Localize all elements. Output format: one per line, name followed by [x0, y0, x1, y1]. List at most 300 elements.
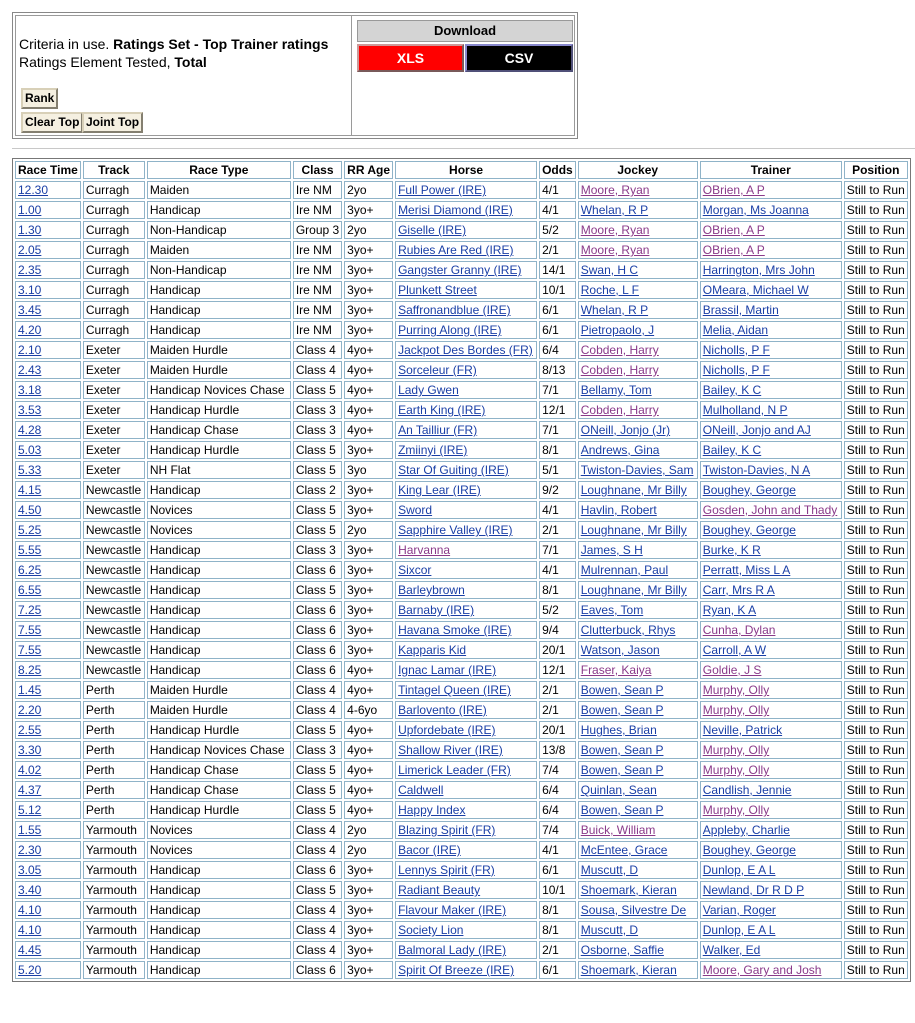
position-cell: Still to Run [846, 263, 905, 277]
horse-cell [395, 621, 537, 639]
race-time-link[interactable]: 4.02 [18, 763, 42, 777]
trainer-link[interactable]: Appleby, Charlie [702, 823, 790, 837]
race-time-link[interactable]: 1.30 [18, 223, 42, 237]
race-type-cell: Handicap [149, 943, 201, 957]
trainer-link[interactable]: Murphy, Olly [702, 743, 770, 757]
race-time-link[interactable]: 3.05 [18, 863, 42, 877]
class-cell [293, 821, 342, 839]
rr-age-cell: 3yo+ [347, 483, 374, 497]
race-time-link[interactable]: 7.25 [18, 603, 42, 617]
table-row [15, 261, 908, 279]
age-cell [344, 901, 393, 919]
horse-cell [395, 241, 537, 259]
trainer-link[interactable]: Nicholls, P F [702, 343, 770, 357]
jockey-link[interactable]: Eaves, Tom [580, 603, 644, 617]
race-time-link[interactable]: 4.10 [18, 923, 42, 937]
trainer-link[interactable]: OBrien, A P [702, 183, 765, 197]
race-time-link[interactable]: 6.55 [18, 583, 42, 597]
race-time-link[interactable]: 2.05 [18, 243, 42, 257]
table-row [15, 301, 908, 319]
track-cell: Curragh [85, 223, 130, 237]
horse-link[interactable]: Lennys Spirit (FR) [398, 863, 495, 877]
race-time-link[interactable]: 4.50 [18, 503, 42, 517]
race-time-link[interactable]: 5.03 [18, 443, 42, 457]
horse-link[interactable]: Radiant Beauty [398, 883, 481, 897]
trainer-link[interactable]: Ryan, K A [702, 603, 757, 617]
trainer-link[interactable]: Morgan, Ms Joanna [702, 203, 809, 217]
age-cell [344, 701, 393, 719]
odds-cell [539, 461, 576, 479]
trainer-link[interactable]: Murphy, Olly [702, 803, 770, 817]
jockey-cell [578, 561, 698, 579]
jockey-link[interactable]: Buick, William [580, 823, 656, 837]
odds-cell [539, 761, 576, 779]
horse-link[interactable]: Sword [398, 503, 433, 517]
trainer-link[interactable]: Perratt, Miss L A [702, 563, 791, 577]
horse-cell [395, 881, 537, 899]
trainer-link[interactable]: Walker, Ed [702, 943, 761, 957]
jockey-link[interactable]: Bowen, Sean P [580, 803, 664, 817]
jockey-link[interactable]: Pietropaolo, J [580, 323, 655, 337]
age-cell [344, 221, 393, 239]
trainer-link[interactable]: OBrien, A P [702, 223, 765, 237]
jockey-link[interactable]: Moore, Ryan [580, 183, 650, 197]
race-time-link[interactable]: 1.00 [18, 203, 42, 217]
jockey-cell [578, 501, 698, 519]
horse-cell [395, 541, 537, 559]
track-cell: Curragh [85, 303, 130, 317]
age-cell [344, 881, 393, 899]
jockey-link[interactable]: Twiston-Davies, Sam [580, 463, 694, 477]
race-time-link[interactable]: 2.35 [18, 263, 42, 277]
jockey-link[interactable]: Fraser, Kaiya [580, 663, 652, 677]
odds-cell: 4/1 [542, 563, 559, 577]
horse-link[interactable]: Star Of Guiting (IRE) [398, 463, 509, 477]
horse-link[interactable]: Happy Index [398, 803, 466, 817]
track-cell: Yarmouth [85, 883, 137, 897]
class-cell [293, 561, 342, 579]
jockey-link[interactable]: James, S H [580, 543, 643, 557]
horse-link[interactable]: Bacor (IRE) [398, 843, 461, 857]
horse-link[interactable]: Full Power (IRE) [398, 183, 487, 197]
horse-link[interactable]: Ignac Lamar (IRE) [398, 663, 497, 677]
race-time-link[interactable]: 5.55 [18, 543, 42, 557]
horse-link[interactable]: Shallow River (IRE) [398, 743, 503, 757]
track-cell [83, 801, 145, 819]
horse-link[interactable]: Harvanna [398, 543, 451, 557]
track-cell: Perth [85, 683, 115, 697]
horse-link[interactable]: Zmiinyi (IRE) [398, 443, 468, 457]
horse-cell [395, 441, 537, 459]
trainer-cell [700, 641, 842, 659]
jockey-link[interactable]: Cobden, Harry [580, 403, 659, 417]
horse-link[interactable]: Plunkett Street [398, 283, 477, 297]
trainer-link[interactable]: Neville, Patrick [702, 723, 783, 737]
trainer-link[interactable]: Burke, K R [702, 543, 761, 557]
jockey-cell [578, 741, 698, 759]
pos-cell [844, 401, 908, 419]
race-type-cell: Handicap [149, 303, 201, 317]
table-row [15, 481, 908, 499]
track-cell [83, 401, 145, 419]
jockey-link[interactable]: Bowen, Sean P [580, 743, 664, 757]
download-heading: Download [357, 20, 573, 42]
jockey-link[interactable]: Sousa, Silvestre De [580, 903, 687, 917]
pos-cell [844, 361, 908, 379]
csv-download-button[interactable]: CSV [465, 44, 573, 72]
joint-top-button[interactable]: Joint Top [82, 112, 143, 133]
race-time-link[interactable]: 3.30 [18, 743, 42, 757]
horse-cell [395, 561, 537, 579]
race-time-link[interactable]: 2.30 [18, 843, 42, 857]
jockey-link[interactable]: Swan, H C [580, 263, 639, 277]
horse-cell [395, 821, 537, 839]
trainer-link[interactable]: Dunlop, E A L [702, 863, 776, 877]
trainer-link[interactable]: Dunlop, E A L [702, 923, 776, 937]
race-time-link[interactable]: 3.53 [18, 403, 42, 417]
odds-cell: 6/1 [542, 863, 559, 877]
race-type-cell: Handicap [149, 643, 201, 657]
odds-cell: 2/1 [542, 683, 559, 697]
trainer-link[interactable]: OBrien, A P [702, 243, 765, 257]
table-row [15, 741, 908, 759]
trainer-link[interactable]: Twiston-Davies, N A [702, 463, 811, 477]
race-time-link[interactable]: 2.10 [18, 343, 42, 357]
jockey-link[interactable]: McEntee, Grace [580, 843, 668, 857]
trainer-cell [700, 621, 842, 639]
class-cell: Ire NM [295, 283, 332, 297]
races-table [12, 158, 911, 982]
horse-link[interactable]: Limerick Leader (FR) [398, 763, 511, 777]
trainer-link[interactable]: Cunha, Dylan [702, 623, 776, 637]
trainer-cell [700, 321, 842, 339]
horse-link[interactable]: Balmoral Lady (IRE) [398, 943, 507, 957]
jockey-link[interactable]: Bowen, Sean P [580, 763, 664, 777]
horse-link[interactable]: King Lear (IRE) [398, 483, 481, 497]
race-time-link[interactable]: 4.28 [18, 423, 42, 437]
horse-link[interactable]: An Tailliur (FR) [398, 423, 478, 437]
race-time-link[interactable]: 4.45 [18, 943, 42, 957]
jockey-link[interactable]: Andrews, Gina [580, 443, 660, 457]
race-time-link[interactable]: 3.10 [18, 283, 42, 297]
race-time-link[interactable]: 12.30 [18, 183, 49, 197]
type-cell [147, 301, 291, 319]
horse-link[interactable]: Kapparis Kid [398, 643, 467, 657]
horse-link[interactable]: Earth King (IRE) [398, 403, 486, 417]
race-time-link[interactable]: 2.43 [18, 363, 42, 377]
age-cell [344, 501, 393, 519]
trainer-link[interactable]: Melia, Aidan [702, 323, 769, 337]
jockey-link[interactable]: Muscutt, D [580, 863, 639, 877]
race-time-link[interactable]: 5.33 [18, 463, 42, 477]
header-track[interactable]: Track [83, 161, 145, 179]
rr-age-cell: 3yo+ [347, 323, 374, 337]
race-time-link[interactable]: 6.25 [18, 563, 42, 577]
trainer-link[interactable]: Boughey, George [702, 523, 796, 537]
odds-cell: 2/1 [542, 703, 559, 717]
time-cell [15, 241, 81, 259]
header-position[interactable]: Position [844, 161, 908, 179]
time-cell [15, 541, 81, 559]
criteria-prefix-1: Criteria in use. [19, 36, 114, 52]
race-time-link[interactable]: 3.40 [18, 883, 42, 897]
jockey-link[interactable]: Moore, Ryan [580, 243, 650, 257]
horse-link[interactable]: Saffronandblue (IRE) [398, 303, 511, 317]
odds-cell [539, 541, 576, 559]
races-table-wrapper [12, 158, 911, 982]
race-time-link[interactable]: 3.18 [18, 383, 42, 397]
class-cell: Class 6 [295, 603, 336, 617]
header-race-type[interactable]: Race Type [147, 161, 291, 179]
jockey-cell [578, 481, 698, 499]
horse-link[interactable]: Lady Gwen [398, 383, 459, 397]
track-cell: Newcastle [85, 503, 142, 517]
jockey-link[interactable]: Bowen, Sean P [580, 683, 664, 697]
jockey-link[interactable]: Cobden, Harry [580, 343, 659, 357]
jockey-link[interactable]: Watson, Jason [580, 643, 660, 657]
header-rr-age[interactable]: RR Age [344, 161, 393, 179]
table-header-row [15, 161, 908, 179]
horse-cell [395, 741, 537, 759]
horse-link[interactable]: Sorceleur (FR) [398, 363, 477, 377]
age-cell [344, 561, 393, 579]
trainer-cell [700, 181, 842, 199]
trainer-link[interactable]: Harrington, Mrs John [702, 263, 815, 277]
class-cell [293, 881, 342, 899]
time-cell [15, 821, 81, 839]
track-cell: Yarmouth [85, 843, 137, 857]
jockey-link[interactable]: ONeill, Jonjo (Jr) [580, 423, 671, 437]
table-row [15, 781, 908, 799]
class-cell: Class 5 [295, 443, 336, 457]
horse-link[interactable]: Havana Smoke (IRE) [398, 623, 512, 637]
race-time-link[interactable]: 4.37 [18, 783, 42, 797]
odds-cell: 12/1 [542, 403, 566, 417]
table-row [15, 381, 908, 399]
trainer-link[interactable]: Moore, Gary and Josh [702, 963, 822, 977]
race-time-link[interactable]: 2.55 [18, 723, 42, 737]
rr-age-cell: 3yo+ [347, 963, 374, 977]
track-cell [83, 781, 145, 799]
track-cell [83, 621, 145, 639]
horse-link[interactable]: Sixcor [398, 563, 432, 577]
track-cell [83, 761, 145, 779]
race-time-link[interactable]: 4.20 [18, 323, 42, 337]
jockey-link[interactable]: Shoemark, Kieran [580, 963, 677, 977]
horse-link[interactable]: Tintagel Queen (IRE) [398, 683, 512, 697]
horse-link[interactable]: Purring Along (IRE) [398, 323, 502, 337]
race-time-link[interactable]: 3.45 [18, 303, 42, 317]
trainer-cell [700, 801, 842, 819]
time-cell [15, 881, 81, 899]
race-time-link[interactable]: 1.45 [18, 683, 42, 697]
table-row [15, 941, 908, 959]
class-cell [293, 701, 342, 719]
table-row [15, 861, 908, 879]
jockey-link[interactable]: Roche, L F [580, 283, 639, 297]
trainer-link[interactable]: Newland, Dr R D P [702, 883, 805, 897]
horse-link[interactable]: Barlovento (IRE) [398, 703, 487, 717]
jockey-link[interactable]: Loughnane, Mr Billy [580, 583, 687, 597]
jockey-link[interactable]: Cobden, Harry [580, 363, 659, 377]
horse-link[interactable]: Giselle (IRE) [398, 223, 467, 237]
jockey-link[interactable]: Havlin, Robert [580, 503, 657, 517]
odds-cell: 4/1 [542, 183, 559, 197]
race-time-link[interactable]: 2.20 [18, 703, 42, 717]
position-cell: Still to Run [846, 623, 905, 637]
horse-link[interactable]: Society Lion [398, 923, 464, 937]
trainer-link[interactable]: Varian, Roger [702, 903, 776, 917]
jockey-link[interactable]: Bowen, Sean P [580, 703, 664, 717]
trainer-link[interactable]: Carr, Mrs R A [702, 583, 775, 597]
trainer-link[interactable]: Bailey, K C [702, 383, 762, 397]
class-cell [293, 921, 342, 939]
odds-cell [539, 901, 576, 919]
horse-link[interactable]: Blazing Spirit (FR) [398, 823, 496, 837]
trainer-link[interactable]: Mulholland, N P [702, 403, 788, 417]
position-cell: Still to Run [846, 903, 905, 917]
jockey-link[interactable]: Whelan, R P [580, 303, 649, 317]
horse-link[interactable]: Gangster Granny (IRE) [398, 263, 522, 277]
trainer-link[interactable]: Murphy, Olly [702, 683, 770, 697]
pos-cell [844, 321, 908, 339]
age-cell [344, 841, 393, 859]
track-cell [83, 601, 145, 619]
jockey-cell [578, 261, 698, 279]
race-time-link[interactable]: 5.25 [18, 523, 42, 537]
horse-link[interactable]: Sapphire Valley (IRE) [398, 523, 513, 537]
odds-cell: 14/1 [542, 263, 566, 277]
horse-link[interactable]: Barnaby (IRE) [398, 603, 475, 617]
race-type-cell: Maiden Hurdle [149, 703, 228, 717]
horse-link[interactable]: Barleybrown [398, 583, 465, 597]
jockey-link[interactable]: Whelan, R P [580, 203, 649, 217]
trainer-link[interactable]: Candlish, Jennie [702, 783, 792, 797]
horse-cell [395, 841, 537, 859]
jockey-link[interactable]: Hughes, Brian [580, 723, 657, 737]
race-type-cell: Handicap [149, 883, 201, 897]
race-type-cell: Non-Handicap [149, 263, 227, 277]
table-row [15, 881, 908, 899]
horse-cell [395, 361, 537, 379]
class-cell [293, 621, 342, 639]
odds-cell [539, 321, 576, 339]
xls-download-button[interactable]: XLS [357, 44, 464, 72]
header-jockey[interactable]: Jockey [578, 161, 698, 179]
type-cell [147, 941, 291, 959]
trainer-link[interactable]: Murphy, Olly [702, 703, 770, 717]
trainer-link[interactable]: Bailey, K C [702, 443, 762, 457]
class-cell [293, 581, 342, 599]
age-cell [344, 801, 393, 819]
jockey-link[interactable]: Bellamy, Tom [580, 383, 652, 397]
time-cell [15, 601, 81, 619]
position-cell: Still to Run [846, 183, 905, 197]
horse-link[interactable]: Jackpot Des Bordes (FR) [398, 343, 533, 357]
jockey-link[interactable]: Mulrennan, Paul [580, 563, 669, 577]
trainer-link[interactable]: Gosden, John and Thady [702, 503, 838, 517]
trainer-link[interactable]: OMeara, Michael W [702, 283, 809, 297]
race-time-link[interactable]: 7.55 [18, 643, 42, 657]
trainer-link[interactable]: Goldie, J S [702, 663, 762, 677]
age-cell [344, 381, 393, 399]
clear-top-button[interactable]: Clear Top [21, 112, 83, 133]
jockey-link[interactable]: Loughnane, Mr Billy [580, 523, 687, 537]
type-cell [147, 361, 291, 379]
race-type-cell: Handicap Chase [149, 783, 239, 797]
class-cell: Class 6 [295, 563, 336, 577]
jockey-link[interactable]: Muscutt, D [580, 923, 639, 937]
race-time-link[interactable]: 5.20 [18, 963, 42, 977]
jockey-cell [578, 781, 698, 799]
race-time-link[interactable]: 4.15 [18, 483, 42, 497]
class-cell: Class 5 [295, 523, 336, 537]
trainer-link[interactable]: Boughey, George [702, 843, 796, 857]
horse-link[interactable]: Flavour Maker (IRE) [398, 903, 507, 917]
header-race-time[interactable]: Race Time [15, 161, 81, 179]
header-class[interactable]: Class [293, 161, 342, 179]
rank-button[interactable]: Rank [21, 88, 58, 109]
horse-link[interactable]: Caldwell [398, 783, 444, 797]
horse-link[interactable]: Merisi Diamond (IRE) [398, 203, 513, 217]
jockey-cell [578, 921, 698, 939]
horse-link[interactable]: Upfordebate (IRE) [398, 723, 496, 737]
race-time-link[interactable]: 7.55 [18, 623, 42, 637]
race-time-link[interactable]: 4.10 [18, 903, 42, 917]
jockey-link[interactable]: Moore, Ryan [580, 223, 650, 237]
jockey-link[interactable]: Clutterbuck, Rhys [580, 623, 676, 637]
track-cell [83, 821, 145, 839]
trainer-link[interactable]: Boughey, George [702, 483, 796, 497]
pos-cell [844, 621, 908, 639]
jockey-link[interactable]: Shoemark, Kieran [580, 883, 677, 897]
races-table-body [15, 181, 908, 979]
time-cell [15, 461, 81, 479]
trainer-link[interactable]: Murphy, Olly [702, 763, 770, 777]
odds-cell: 9/2 [542, 483, 559, 497]
class-cell: Class 5 [295, 723, 336, 737]
jockey-link[interactable]: Osborne, Saffie [580, 943, 664, 957]
header-trainer[interactable]: Trainer [700, 161, 842, 179]
class-cell: Class 3 [295, 543, 336, 557]
trainer-link[interactable]: Brassil, Martin [702, 303, 779, 317]
class-cell [293, 861, 342, 879]
trainer-link[interactable]: Nicholls, P F [702, 363, 770, 377]
rr-age-cell: 4yo+ [347, 663, 374, 677]
class-cell [293, 781, 342, 799]
position-cell: Still to Run [846, 763, 905, 777]
jockey-link[interactable]: Loughnane, Mr Billy [580, 483, 687, 497]
header-odds[interactable]: Odds [539, 161, 576, 179]
position-cell: Still to Run [846, 943, 905, 957]
race-time-link[interactable]: 5.12 [18, 803, 42, 817]
table-row [15, 521, 908, 539]
trainer-link[interactable]: Carroll, A W [702, 643, 767, 657]
jockey-link[interactable]: Quinlan, Sean [580, 783, 657, 797]
race-time-link[interactable]: 1.55 [18, 823, 42, 837]
pos-cell [844, 561, 908, 579]
header-horse[interactable]: Horse [395, 161, 537, 179]
horse-cell [395, 581, 537, 599]
horse-link[interactable]: Spirit Of Breeze (IRE) [398, 963, 515, 977]
position-cell: Still to Run [846, 303, 905, 317]
horse-link[interactable]: Rubies Are Red (IRE) [398, 243, 514, 257]
race-time-link[interactable]: 8.25 [18, 663, 42, 677]
table-row [15, 341, 908, 359]
class-cell: Class 6 [295, 663, 336, 677]
time-cell [15, 501, 81, 519]
trainer-link[interactable]: ONeill, Jonjo and AJ [702, 423, 811, 437]
